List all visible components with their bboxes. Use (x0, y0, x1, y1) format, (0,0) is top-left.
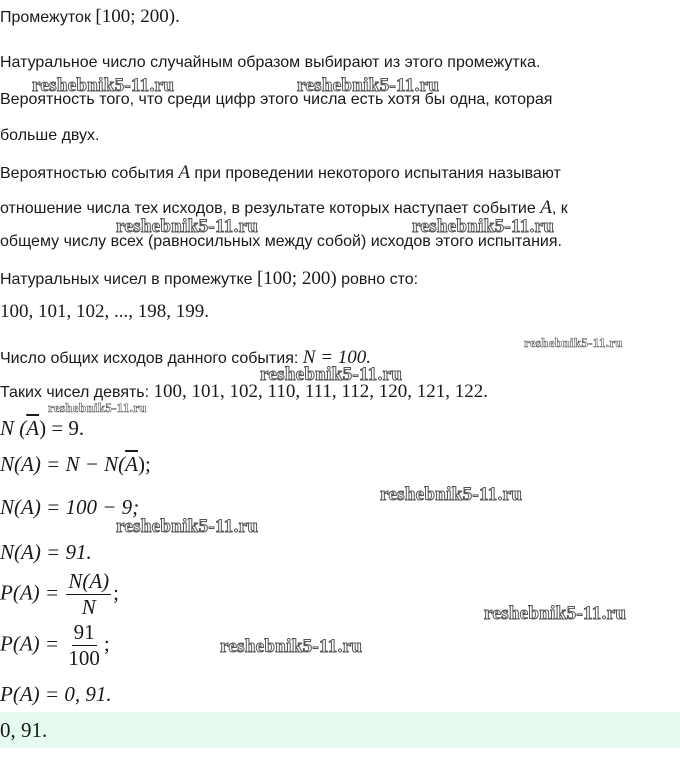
count-interval: [100; 200) (256, 268, 337, 289)
interval-label: Промежуток (0, 9, 91, 26)
event-symbol: A (178, 162, 190, 183)
problem-statement: Натуральное число случайным образом выбирают из этого промежутка. (0, 54, 541, 71)
number-list: 100, 101, 102, ..., 198, 199. (0, 301, 209, 322)
count-line: Натуральных чисел в промежутке [100; 200) ровно сто: (0, 268, 419, 289)
total-formula: N = 100. (302, 347, 372, 368)
formula-p-a-value: P(A) = 0, 91. (0, 682, 112, 706)
watermark: reshebnik5-11.ru (32, 75, 175, 96)
fraction: $\frac{N(A)}{N}$ (68, 569, 110, 620)
nine-list: 100, 101, 102, 110, 111, 112, 120, 121, 122. (153, 381, 488, 402)
definition-line-2: отношение числа тех исходов, в результате которых наступает событие A, к (0, 197, 568, 218)
interval-line: Промежуток [100; 200). (0, 6, 180, 27)
formula-n-a-sub: N(A) = 100 − 9; (0, 495, 140, 519)
watermark: reshebnik5-11.ru (412, 216, 555, 237)
watermark: reshebnik5-11.ru (116, 516, 259, 537)
fraction: $\frac{91}{100}$ (68, 620, 100, 671)
problem-question-cont: больше двух. (0, 127, 100, 144)
watermark: reshebnik5-11.ru (220, 636, 363, 657)
watermark: reshebnik5-11.ru (524, 335, 623, 350)
interval-value: [100; 200) (95, 6, 176, 27)
watermark: reshebnik5-11.ru (297, 75, 440, 96)
formula-n-a-value: N(A) = 91. (0, 540, 92, 564)
watermark: reshebnik5-11.ru (48, 400, 147, 415)
definition-line-1: Вероятностью события A при проведении некоторого испытания называют (0, 162, 561, 183)
formula-n-not-a: N $(\overline{A}) = 9$. (0, 416, 85, 440)
watermark: reshebnik5-11.ru (260, 364, 403, 385)
problem-question: Вероятность того, что среди цифр этого числа есть хотя бы одна, которая (0, 91, 553, 108)
nine-numbers: Таких чисел девять: 100, 101, 102, 110, 111, 112, 120, 121, 122. (0, 381, 488, 402)
watermark: reshebnik5-11.ru (116, 216, 259, 237)
formula-p-a: P(A) = $\frac{N(A)}{N}$ ; (0, 569, 119, 620)
answer: 0, 91. (0, 718, 48, 742)
formula-p-a-sub: P(A) = $\frac{91}{100}$ ; (0, 620, 110, 671)
definition-line-3: общему числу всех (равносильных между собой) исходов этого испытания. (0, 233, 562, 250)
watermark: reshebnik5-11.ru (380, 484, 523, 505)
total-outcomes: Число общих исходов данного события: N = 100. (0, 347, 372, 368)
answer-highlight (0, 712, 680, 748)
formula-n-a: $N(A) = N - N(\overline{A})$; (0, 452, 151, 476)
watermark: reshebnik5-11.ru (484, 603, 627, 624)
